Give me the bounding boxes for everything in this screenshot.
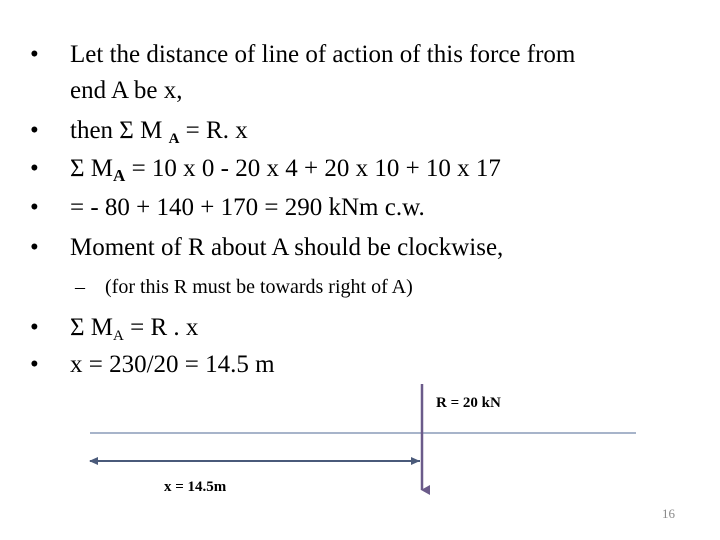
bullet-6-sub: A [113,328,124,344]
bullet-1-line-1: Let the distance of line of action of this force from [70,41,576,68]
sub-bullet-marker: – [75,276,85,298]
bullet-3-post: = 10 x 0 - 20 x 4 + 20 x 10 + 10 x 17 [125,155,501,182]
page-number: 16 [662,506,675,521]
bullet-marker: • [30,234,39,261]
distance-label: x = 14.5m [164,479,227,495]
bullet-3-pre: Σ M [70,155,114,182]
bullet-6-pre: Σ M [70,314,114,341]
bullet-4-text: = - 80 + 140 + 170 = 290 kNm c.w. [70,194,425,221]
bullet-marker: • [30,194,39,221]
bullet-2-pre: then Σ M [70,117,169,144]
sub-bullet-text: (for this R must be towards right of A) [105,276,413,298]
bullet-marker: • [30,155,39,182]
bullet-2-post: = R. x [179,117,248,144]
bullet-1-line-2: end A be x, [70,77,183,104]
bullet-5-text: Moment of R about A should be clockwise, [70,234,504,261]
bullet-marker: • [30,41,39,68]
force-label: R = 20 kN [436,395,501,411]
bullet-7-text: x = 230/20 = 14.5 m [70,351,275,378]
bullet-marker: • [30,314,39,341]
bullet-2-sub: A [168,131,180,147]
bullet-3-sub: A [113,166,126,185]
bullet-marker: • [30,351,39,378]
bullet-marker: • [30,117,39,144]
bullet-6-post: = R . x [123,314,199,341]
